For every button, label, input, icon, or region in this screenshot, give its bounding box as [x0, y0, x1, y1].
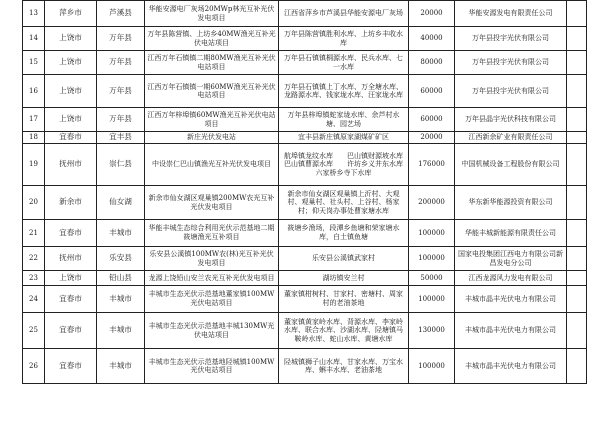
- location-cell: 乐安县公溪镇武家村: [279, 247, 409, 271]
- county-cell: 万年县: [97, 27, 145, 51]
- city-cell: 抚州市: [45, 247, 97, 271]
- city-cell: 上饶市: [45, 51, 97, 75]
- owner-cell: 中国机械设备工程股份有限公司: [455, 144, 567, 186]
- location-cell: 陉城镇狮子山水库、甘家水库、万宝水库、蝌丰水库、老油茶地: [279, 349, 409, 384]
- table-row: [23, 27, 587, 51]
- row-number: 23: [23, 271, 45, 286]
- row-number: 20: [23, 186, 45, 220]
- capacity-cell: 100000: [409, 247, 455, 271]
- project-name-cell: 丰城市生态光伏示范基地丰城130MW光伏电站项目: [145, 313, 279, 349]
- county-cell: 丰城市: [97, 220, 145, 247]
- capacity-cell: 100000: [409, 220, 455, 247]
- owner-cell: 丰城市晶丰光伏电力有限公司: [455, 286, 567, 313]
- owner-cell: 万年县晶宇光伏科技有限公司: [455, 108, 567, 132]
- row-number: 24: [23, 286, 45, 313]
- owner-cell: 华东新华能源投资有限公司: [455, 186, 567, 220]
- location-cell: 万年县石镇镇上丁水库、万全塘水库、龙路源水库、钱家垅水库、汪家垅水库: [279, 75, 409, 108]
- row-number: 17: [23, 108, 45, 132]
- county-cell: 万年县: [97, 108, 145, 132]
- owner-cell: 万年县投宇光伏有限公司: [455, 51, 567, 75]
- empty-cell: [567, 349, 587, 384]
- table-row: [23, 51, 587, 75]
- county-cell: 丰城市: [97, 286, 145, 313]
- table-row: [23, 144, 587, 186]
- row-number: 14: [23, 27, 45, 51]
- location-cell: 万年县石镇镇桐源水库、民兵水库、七一水库: [279, 51, 409, 75]
- owner-cell: 丰城市晶丰光伏电力有限公司: [455, 313, 567, 349]
- city-cell: 宜春市: [45, 132, 97, 144]
- owner-cell: 江西龙源风力发电有限公司: [455, 271, 567, 286]
- location-cell: 董家镇柑树村、甘家村、密塘村、周家村的老油茶地: [279, 286, 409, 313]
- location-cell: 航埠镇龙纹水库 巴山镇财源坡水库 巴山镇曹源水库 许坊乡义井东水库 六家桥乡寺下水库: [279, 144, 409, 186]
- owner-cell: 万年县投宇光伏有限公司: [455, 27, 567, 51]
- project-name-cell: 龙源上饶铅山安兰农光互补光伏发电项目: [145, 271, 279, 286]
- capacity-cell: 80000: [409, 51, 455, 75]
- table-row: [23, 247, 587, 271]
- location-cell: 万年县陈营镇胜利水库、上坊乡丰收水库: [279, 27, 409, 51]
- row-number: 22: [23, 247, 45, 271]
- table-row: [23, 271, 587, 286]
- project-name-cell: 乐安县公溪镇100MW农(林)光互补光伏发电项目: [145, 247, 279, 271]
- capacity-cell: 100000: [409, 349, 455, 384]
- county-cell: 崇仁县: [97, 144, 145, 186]
- row-number: 19: [23, 144, 45, 186]
- location-cell: 宜丰县新庄镇原家湖煤矿矿区: [279, 132, 409, 144]
- project-name-cell: 丰城市生态光伏示范基地董家镇100MW光伏电站项目: [145, 286, 279, 313]
- capacity-cell: 200000: [409, 186, 455, 220]
- row-number: 13: [23, 1, 45, 27]
- table-row: [23, 108, 587, 132]
- project-name-cell: 万年县陈营镇、上坊乡40MW渔光互补光伏电站项目: [145, 27, 279, 51]
- location-cell: 董家镇黄家岭水库、背源水库、李家岭水库、联合水库、沙湖水库、陉塘镇马鞍岭水库、蛇山水库、黄塘水库: [279, 313, 409, 349]
- city-cell: 上饶市: [45, 75, 97, 108]
- city-cell: 上饶市: [45, 271, 97, 286]
- project-table: [22, 0, 587, 384]
- county-cell: 宜丰县: [97, 132, 145, 144]
- location-cell: 万年县梓埠镇蛇家垅水库、余芦村水塘、园艺场: [279, 108, 409, 132]
- city-cell: 上饶市: [45, 108, 97, 132]
- county-cell: 乐安县: [97, 247, 145, 271]
- owner-cell: 华能安源发电有限责任公司: [455, 1, 567, 27]
- owner-cell: 江西新余矿业有限责任公司: [455, 132, 567, 144]
- empty-cell: [567, 27, 587, 51]
- city-cell: 宜春市: [45, 349, 97, 384]
- project-name-cell: 新庄光伏发电站: [145, 132, 279, 144]
- empty-cell: [567, 247, 587, 271]
- city-cell: 上饶市: [45, 27, 97, 51]
- empty-cell: [567, 186, 587, 220]
- project-name-cell: 丰城市生态光伏示范基地陉城镇100MW光伏电站项目: [145, 349, 279, 384]
- city-cell: 萍乡市: [45, 1, 97, 27]
- project-name-cell: 华能丰城生态综合利用光伏示范基地二期筱塘渔光互补项目: [145, 220, 279, 247]
- city-cell: 新余市: [45, 186, 97, 220]
- empty-cell: [567, 108, 587, 132]
- owner-cell: 国家电投集团江西电力有限公司新昌发电分公司: [455, 247, 567, 271]
- empty-cell: [567, 132, 587, 144]
- row-number: 21: [23, 220, 45, 247]
- capacity-cell: 40000: [409, 27, 455, 51]
- city-cell: 宜春市: [45, 286, 97, 313]
- location-cell: 湖坊镇安兰村: [279, 271, 409, 286]
- capacity-cell: 60000: [409, 108, 455, 132]
- table-body: [23, 1, 587, 384]
- project-name-cell: 江西万年石镇镇二期80MW渔光互补光伏电站项目: [145, 51, 279, 75]
- capacity-cell: 60000: [409, 75, 455, 108]
- capacity-cell: 176000: [409, 144, 455, 186]
- row-number: 25: [23, 313, 45, 349]
- county-cell: 芦溪县: [97, 1, 145, 27]
- empty-cell: [567, 51, 587, 75]
- county-cell: 万年县: [97, 51, 145, 75]
- row-number: 26: [23, 349, 45, 384]
- project-name-cell: 江西万年梓埠镇60MW渔光互补光伏电站项目: [145, 108, 279, 132]
- location-cell: 筱塘乡渔场，段潭乡鱼塘和荣家塘水库，白土镇鱼塘: [279, 220, 409, 247]
- project-name-cell: 江西万年石镇镇一期60MW渔光互补光伏电站项目: [145, 75, 279, 108]
- county-cell: 铅山县: [97, 271, 145, 286]
- county-cell: 丰城市: [97, 313, 145, 349]
- capacity-cell: 50000: [409, 271, 455, 286]
- location-cell: 新余市仙女湖区观巢镇上沂村、大观村、观巢村、社头村、上谷村、杨家村；仰天岗办事处曹家塘水库: [279, 186, 409, 220]
- empty-cell: [567, 1, 587, 27]
- table-row: [23, 349, 587, 384]
- row-number: 18: [23, 132, 45, 144]
- empty-cell: [567, 286, 587, 313]
- table-row: [23, 313, 587, 349]
- project-name-cell: 华能安源电厂灰场20MWp林光互补光伏发电项目: [145, 1, 279, 27]
- table-row: [23, 186, 587, 220]
- table-row: [23, 220, 587, 247]
- empty-cell: [567, 144, 587, 186]
- city-cell: 抚州市: [45, 144, 97, 186]
- city-cell: 宜春市: [45, 313, 97, 349]
- city-cell: 宜春市: [45, 220, 97, 247]
- empty-cell: [567, 75, 587, 108]
- capacity-cell: 100000: [409, 286, 455, 313]
- owner-cell: 丰城市晶丰光伏电力有限公司: [455, 349, 567, 384]
- table-row: [23, 286, 587, 313]
- table-row: [23, 132, 587, 144]
- row-number: 16: [23, 75, 45, 108]
- empty-cell: [567, 313, 587, 349]
- empty-cell: [567, 271, 587, 286]
- capacity-cell: 130000: [409, 313, 455, 349]
- owner-cell: 万年县投宇光伏有限公司: [455, 75, 567, 108]
- table-row: [23, 1, 587, 27]
- capacity-cell: 20000: [409, 132, 455, 144]
- project-name-cell: 新余市仙女湖区观巢镇200MW农光互补光伏发电项目: [145, 186, 279, 220]
- county-cell: 仙女湖: [97, 186, 145, 220]
- row-number: 15: [23, 51, 45, 75]
- table-row: [23, 75, 587, 108]
- county-cell: 万年县: [97, 75, 145, 108]
- county-cell: 丰城市: [97, 349, 145, 384]
- owner-cell: 华能丰城新能源有限责任公司: [455, 220, 567, 247]
- project-name-cell: 中设崇仁巴山镇渔光互补光伏发电项目: [145, 144, 279, 186]
- capacity-cell: 20000: [409, 1, 455, 27]
- location-cell: 江西省萍乡市芦溪县华能安源电厂灰场: [279, 1, 409, 27]
- empty-cell: [567, 220, 587, 247]
